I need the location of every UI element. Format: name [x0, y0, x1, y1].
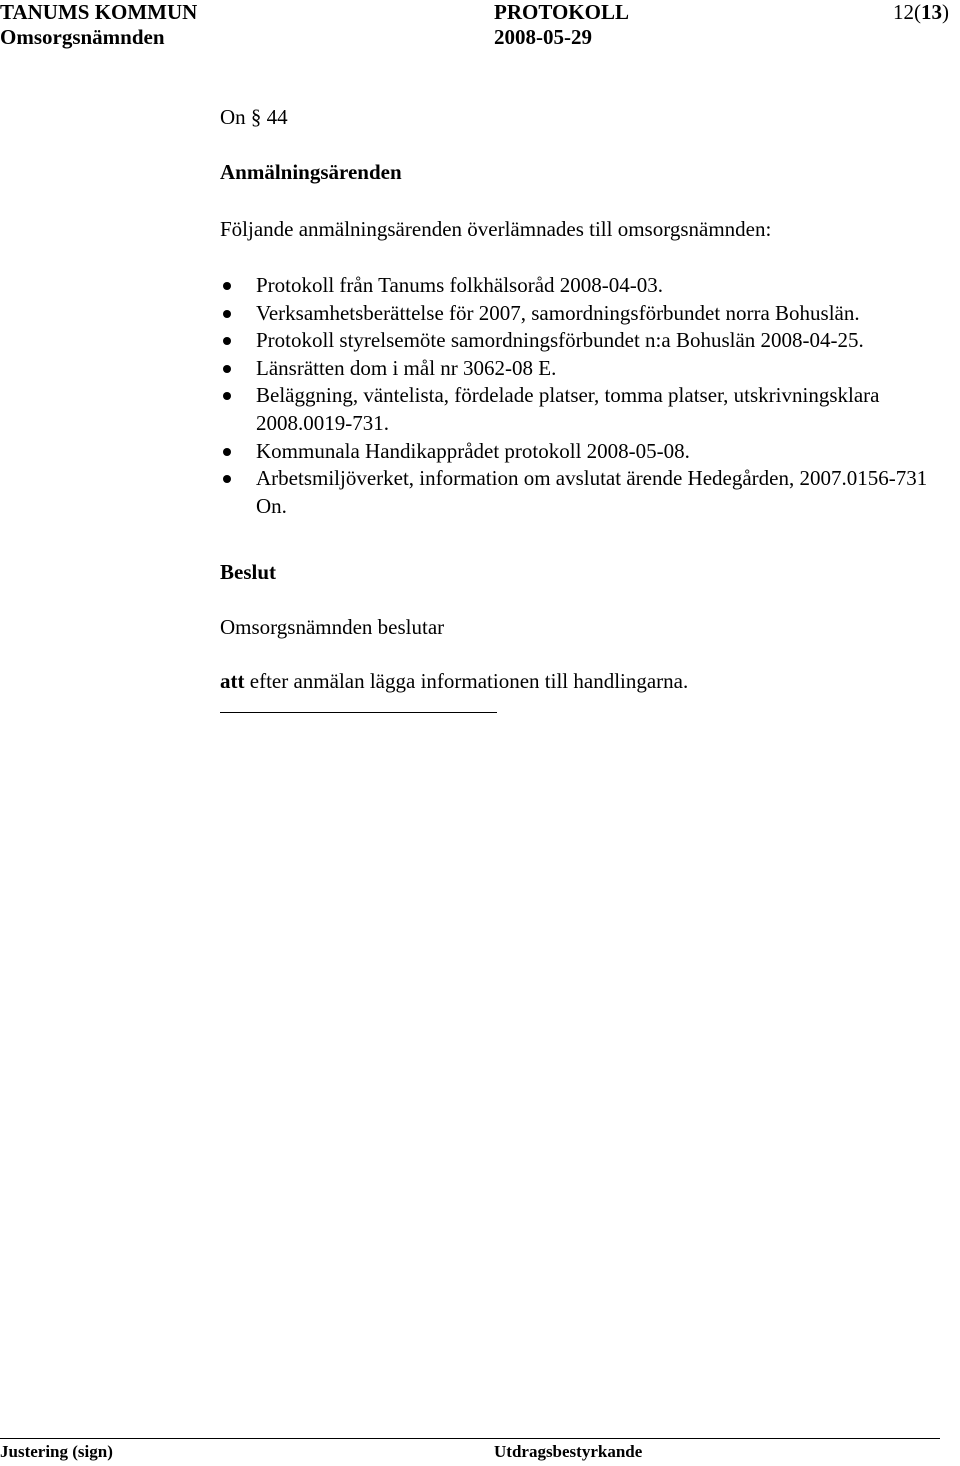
header-page-number — [893, 0, 949, 24]
header-committee: Omsorgsnämnden — [0, 25, 165, 49]
page-number-total: 13 — [921, 0, 942, 24]
list-item-text: Protokoll styrelsemöte samordningsförbundet n:a Bohuslän 2008-04-25. — [256, 328, 864, 353]
list-item-text: Länsrätten dom i mål nr 3062-08 E. — [256, 355, 557, 380]
list-item — [220, 272, 960, 300]
bullet-icon — [223, 310, 231, 318]
header-municipality: TANUMS KOMMUN — [0, 0, 198, 24]
list-item-text: Kommunala Handikapprådet protokoll 2008-05-08. — [256, 438, 690, 463]
section-end-divider — [220, 712, 497, 713]
att-keyword: att — [220, 669, 245, 693]
list-item-text: Arbetsmiljöverket, information om avslutat ärende Hedegården, 2007.0156-731 On. — [256, 466, 928, 518]
list-item — [220, 438, 960, 466]
header-doc-type: PROTOKOLL — [494, 0, 629, 24]
list-item-text: Beläggning, väntelista, fördelade platser, tomma platser, utskrivningsklara 2008.0019-731. — [256, 383, 880, 435]
bullet-icon — [223, 475, 231, 483]
section-number — [220, 104, 288, 130]
footer-justering: Justering (sign) — [0, 1442, 113, 1461]
list-item — [220, 327, 960, 355]
bullet-icon — [223, 392, 231, 400]
att-text: efter anmälan lägga informationen till handlingarna. — [244, 669, 689, 693]
header-date: 2008-05-29 — [494, 25, 592, 49]
bullet-icon — [223, 448, 231, 456]
section-intro: Följande anmälningsärenden överlämnades till omsorgsnämnden: — [220, 217, 772, 241]
list-item — [220, 300, 960, 328]
list-item — [220, 355, 960, 383]
page-number-close: ) — [942, 0, 949, 24]
notice-item-list — [220, 272, 960, 520]
footer-divider — [0, 1438, 940, 1439]
decision-statement: Omsorgsnämnden beslutar — [220, 615, 445, 639]
list-item — [220, 465, 960, 520]
bullet-icon — [223, 282, 231, 290]
section-sign: § — [250, 105, 262, 129]
footer-utdragsbestyrkande: Utdragsbestyrkande — [494, 1442, 643, 1461]
section-title: Anmälningsärenden — [220, 160, 402, 184]
list-item-text: Verksamhetsberättelse för 2007, samordningsförbundet norra Bohuslän. — [256, 300, 860, 325]
page-number-current: 12( — [893, 0, 921, 24]
bullet-icon — [223, 337, 231, 345]
bullet-icon — [223, 365, 231, 373]
list-item-text: Protokoll från Tanums folkhälsoråd 2008-04-03. — [256, 273, 663, 297]
decision-heading: Beslut — [220, 560, 277, 584]
decision-att-clause — [220, 668, 688, 694]
section-num: 44 — [266, 105, 288, 129]
list-item — [220, 382, 960, 437]
section-prefix: On — [220, 105, 246, 129]
